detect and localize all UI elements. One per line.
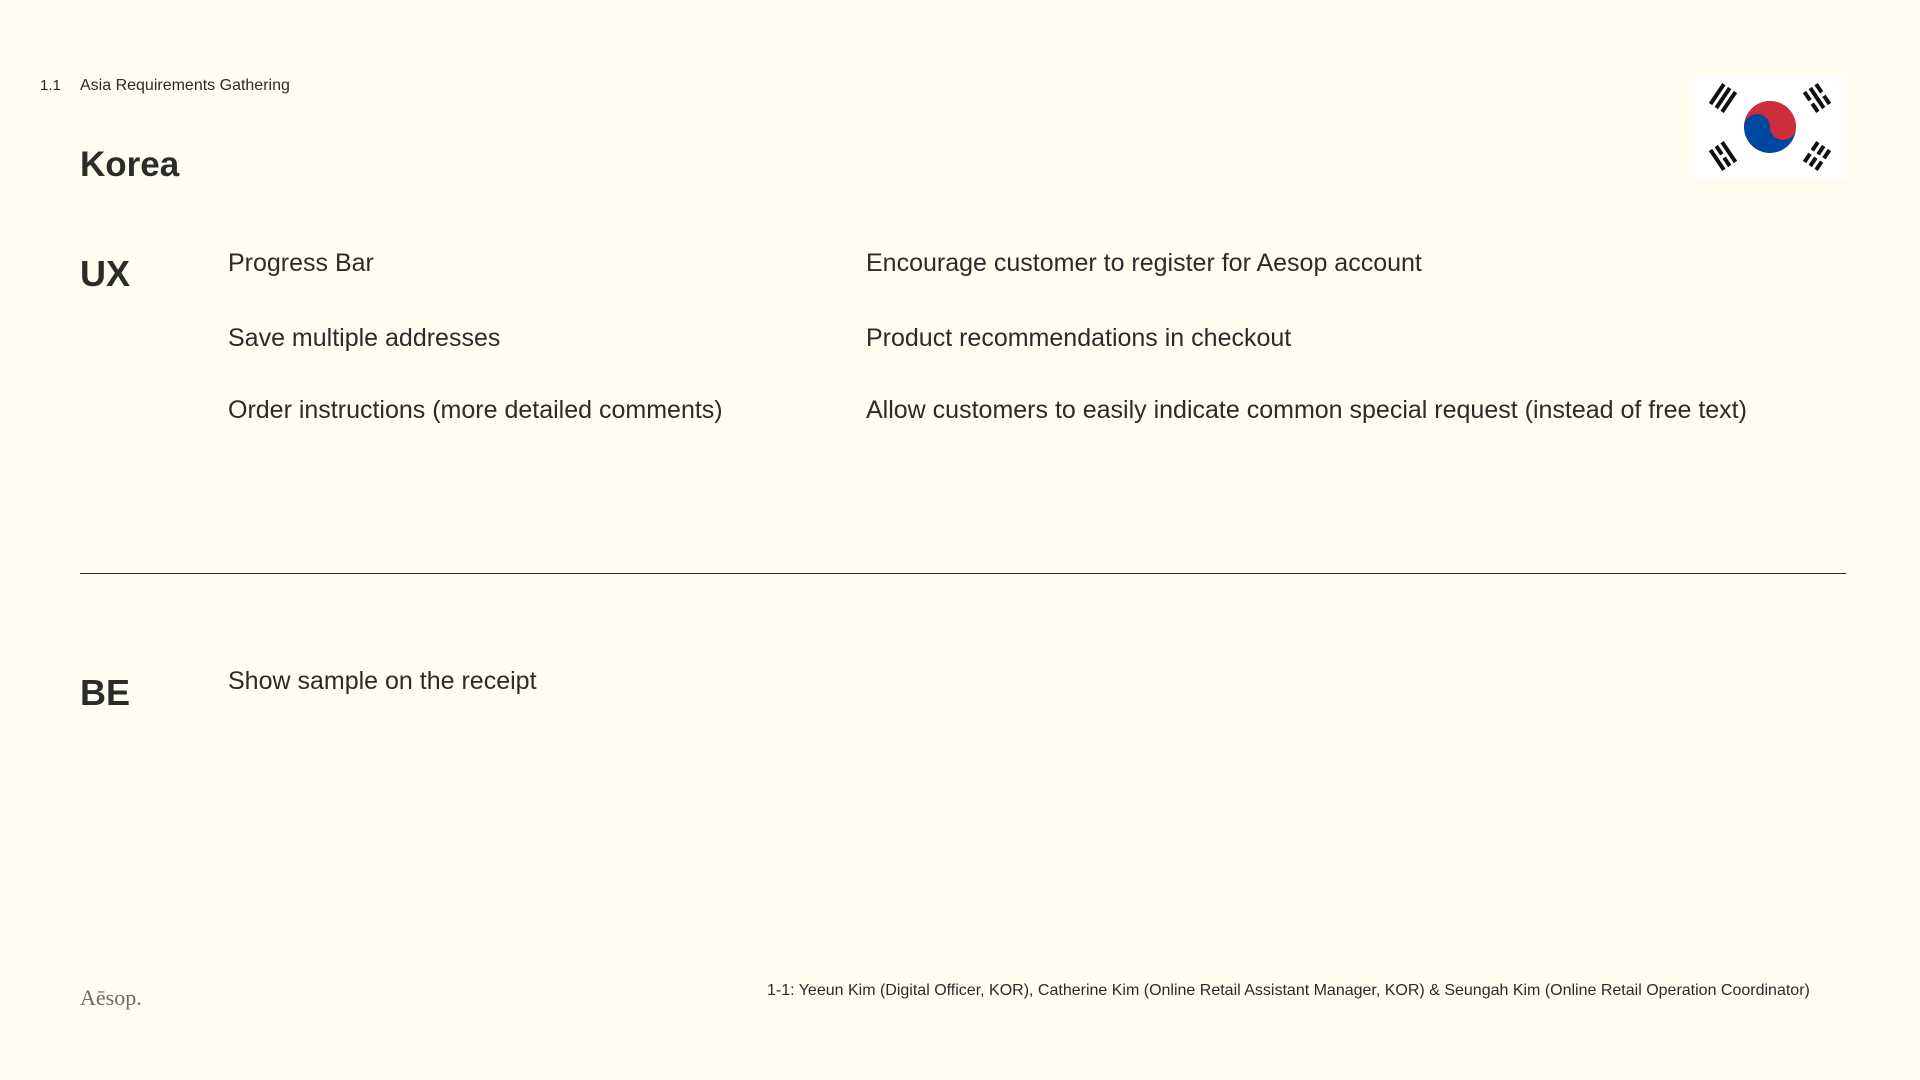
aesop-logo: Aēsop.: [80, 985, 142, 1010]
ux-label: UX: [80, 253, 131, 294]
ux-item-special-request: Allow customers to easily indicate common special request (instead of free text): [866, 396, 1747, 424]
be-label: BE: [80, 672, 131, 713]
ux-item-multiple-addresses: Save multiple addresses: [228, 324, 501, 352]
ux-item-register-account: Encourage customer to register for Aesop account: [866, 249, 1422, 277]
ux-item-progress-bar: Progress Bar: [228, 249, 374, 277]
ux-item-product-recommendations: Product recommendations in checkout: [866, 324, 1292, 352]
be-item-sample-receipt: Show sample on the receipt: [228, 667, 537, 695]
south-korea-flag-icon: [1693, 76, 1847, 178]
ux-item-order-instructions: Order instructions (more detailed comments): [228, 396, 723, 424]
section-title: Asia Requirements Gathering: [80, 77, 290, 94]
section-number: 1.1: [40, 77, 61, 94]
footnote: 1-1: Yeeun Kim (Digital Officer, KOR), Catherine Kim (Online Retail Assistant Manager, KOR) & Seungah Kim (Online Retail Operation Coordinator): [767, 982, 1810, 999]
page-title: Korea: [80, 145, 180, 184]
section-divider: [80, 573, 1846, 574]
